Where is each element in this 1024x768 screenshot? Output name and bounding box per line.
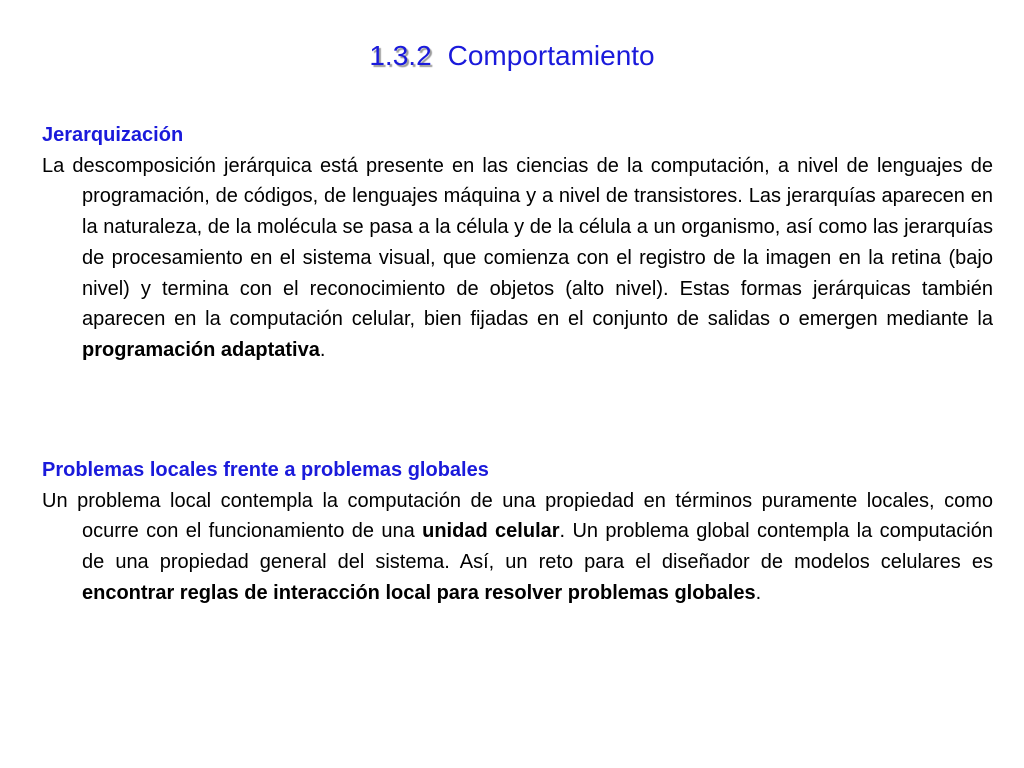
section-number: 1.3.2 [369, 40, 432, 71]
paragraph-end: . [755, 581, 762, 604]
section-paragraph [42, 486, 993, 609]
paragraph-bold-text: unidad celular [422, 520, 560, 543]
section-jerarquizacion [42, 120, 993, 366]
paragraph-end: . [319, 338, 326, 361]
paragraph-bold-text: encontrar reglas de interacción local para resolver problemas globales [82, 581, 756, 604]
title-text: Comportamiento [447, 40, 655, 71]
section-heading: Jerarquización [42, 124, 184, 146]
paragraph-text: . Un problema global contempla la computación de una propiedad general del sistema. Así, un reto para el diseñador de modelos celulares es [82, 520, 993, 574]
paragraph-text: La descomposición jerárquica está presente en las ciencias de la computación, a nivel de lenguajes de programación, de códigos, de lenguajes máquina y a nivel de transistores. Las jerarquías aparecen en la naturaleza, de la molécula se pasa a la célula y de la célula a un organismo, así como las jerarquías de procesamiento en el sistema visual, que comienza con el registro de la imagen en la retina (bajo nivel) y termina con el reconocimiento de objetos (alto nivel). Estas formas jerárquicas también aparecen en la computación celular, bien fijadas en el conjunto de salidas o emergen mediante la [42, 154, 993, 331]
paragraph-bold-text: programación adaptativa [82, 338, 320, 361]
page-title [0, 40, 1024, 72]
paragraph-text: Un problema local contempla la computación de una propiedad en términos puramente locales, como ocurre con el funcionamiento de una [42, 489, 993, 543]
section-paragraph [42, 151, 993, 366]
section-problemas [42, 455, 993, 609]
section-heading: Problemas locales frente a problemas globales [42, 459, 489, 481]
